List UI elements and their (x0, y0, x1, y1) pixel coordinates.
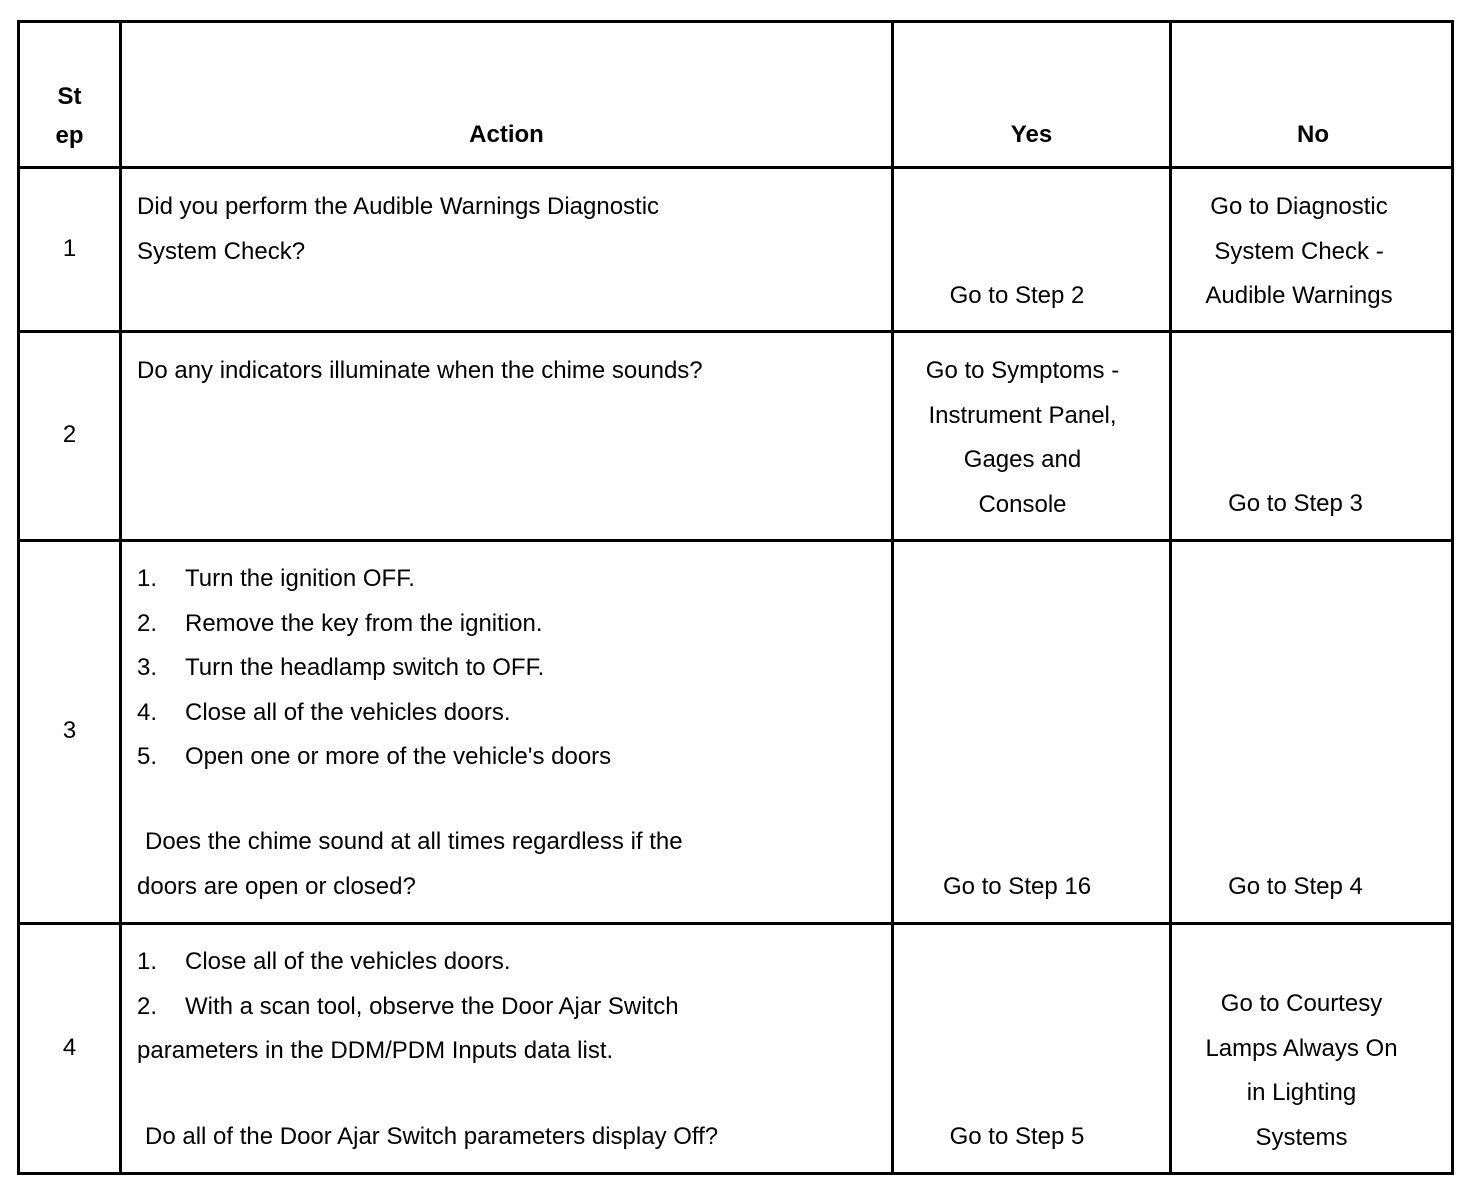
no-line: Go to Courtesy (1220, 990, 1383, 1017)
list-text: Close all of the vehicles doors. (185, 948, 511, 975)
no-line: Go to Diagnostic (1210, 193, 1388, 220)
list-item (137, 735, 611, 780)
list-number: 2. (137, 609, 158, 637)
row-divider (20, 539, 1451, 542)
list-item (137, 602, 611, 647)
list-item (137, 646, 611, 691)
yes-result: Go to Step 5 (949, 1123, 1085, 1150)
diagnostic-table (17, 20, 1454, 1175)
no-result: Go to Step 4 (1228, 873, 1363, 900)
action-text (137, 940, 679, 1074)
step-number: 1 (62, 235, 77, 262)
column-divider (119, 23, 122, 1172)
yes-line: Go to Symptoms - (925, 357, 1120, 384)
list-text: Close all of the vehicles doors. (185, 698, 511, 726)
no-line: Systems (1255, 1123, 1348, 1151)
no-result (1172, 185, 1426, 319)
list-number: 5. (137, 743, 158, 770)
question-text: Do all of the Door Ajar Switch parameters display Off? (145, 1123, 719, 1150)
row-divider (20, 922, 1451, 925)
header-yes: Yes (1010, 121, 1053, 148)
list-item (137, 940, 679, 985)
action-text (137, 557, 611, 780)
no-line: System Check - (1214, 237, 1384, 265)
header-no: No (1297, 121, 1329, 148)
list-number: 3. (137, 654, 158, 681)
header-step (20, 77, 119, 155)
no-line: in Lighting (1246, 1079, 1357, 1106)
no-line: Audible Warnings (1205, 282, 1393, 309)
list-continuation: parameters in the DDM/PDM Inputs data list. (137, 1037, 614, 1064)
row-divider (20, 330, 1451, 333)
yes-line: Console (978, 490, 1067, 518)
column-divider (891, 23, 894, 1172)
yes-line: Instrument Panel, (928, 401, 1117, 429)
yes-result: Go to Step 2 (949, 282, 1085, 309)
question-line: Does the chime sound at all times regardless if the (145, 828, 683, 855)
list-number: 2. (137, 992, 158, 1020)
list-item (137, 557, 611, 602)
list-text: Turn the ignition OFF. (185, 565, 415, 592)
step-number: 4 (62, 1034, 77, 1061)
list-text: Turn the headlamp switch to OFF. (185, 654, 545, 681)
list-number: 1. (137, 565, 158, 592)
step-number: 3 (62, 717, 77, 744)
action-line: Did you perform the Audible Warnings Diagnostic (137, 193, 660, 220)
no-line: Lamps Always On (1205, 1034, 1398, 1062)
action-line: System Check? (137, 237, 306, 265)
action-text (137, 349, 703, 394)
list-item (137, 691, 611, 736)
header-step-line: St (57, 83, 82, 110)
step-number: 2 (62, 421, 77, 448)
list-text: Remove the key from the ignition. (185, 609, 543, 637)
yes-result: Go to Step 16 (942, 873, 1092, 900)
no-result: Go to Step 3 (1228, 490, 1363, 517)
question-line: doors are open or closed? (137, 872, 416, 900)
action-line: Do any indicators illuminate when the chime sounds? (137, 357, 703, 384)
question-text (137, 820, 683, 909)
header-action: Action (469, 121, 544, 148)
list-item (137, 985, 679, 1030)
yes-result (894, 349, 1151, 527)
row-divider (20, 166, 1451, 169)
yes-line: Gages and (963, 446, 1082, 473)
list-text: Open one or more of the vehicle's doors (185, 743, 612, 770)
no-result (1172, 982, 1431, 1160)
header-step-line: ep (55, 122, 84, 149)
action-text (137, 185, 659, 274)
list-text: With a scan tool, observe the Door Ajar Switch (185, 992, 679, 1020)
list-number: 4. (137, 698, 158, 726)
list-number: 1. (137, 948, 158, 975)
